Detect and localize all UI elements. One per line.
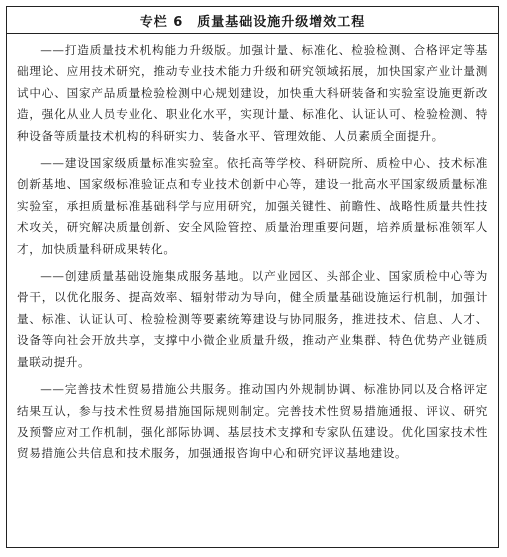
paragraph-standard-labs: ——建设国家级质量标准实验室。依托高等学校、科研院所、质检中心、技术标准创新基地、国家级标准验证点和专业技术创新中心等，建设一批高水平国家级质量标准实验室，承担质量标准基础科学与应用研究，加强关键性、前瞻性、战略性质量共性技术攻关，研究解决质量创新、安全风险管控、质量治理重要问题，培养质量标准领军人才，加快质量科研成果转化。 bbox=[17, 156, 488, 256]
feature-box bbox=[6, 6, 499, 548]
box-title-label: 专栏 6 bbox=[139, 14, 184, 30]
box-content bbox=[7, 34, 498, 475]
paragraph-service-bases: ——创建质量基础设施集成服务基地。以产业园区、头部企业、国家质检中心等为骨干，以优化服务、提高效率、辐射带动为导向，健全质量基础设施运行机制，加强计量、标准、认证认可、检验检测等要素统筹建设与协同服务，推进技术、信息、人才、设备等向社会开放共享，支撑中小微企业质量升级，推动产业集群、特色优势产业链质量联动提升。 bbox=[17, 269, 488, 369]
paragraph-trade-measures: ——完善技术性贸易措施公共服务。推动国内外规制协调、标准协同以及合格评定结果互认，参与技术性贸易措施国际规则制定。完善技术性贸易措施通报、评议、研究及预警应对工作机制，强化部际协调、基层技术支撑和专家队伍建设。优化国家技术性贸易措施公共信息和技术服务，加强通报咨询中心和研究评议基地建设。 bbox=[17, 382, 488, 461]
box-title bbox=[7, 7, 498, 34]
box-title-text: 质量基础设施升级增效工程 bbox=[197, 14, 366, 30]
paragraph-quality-institutions: ——打造质量技术机构能力升级版。加强计量、标准化、检验检测、合格评定等基础理论、应用技术研究，推动专业技术能力升级和研究领域拓展，加快国家产业计量测试中心、国家产品质量检验检测中心规划建设，加快重大科研装备和实验室设施更新改造，强化从业人员专业化、职业化水平，实现计量、标准化、认证认可、检验检测、特种设备等质量技术机构的科研实力、装备水平、管理效能、人员素质全面提升。 bbox=[17, 43, 488, 143]
